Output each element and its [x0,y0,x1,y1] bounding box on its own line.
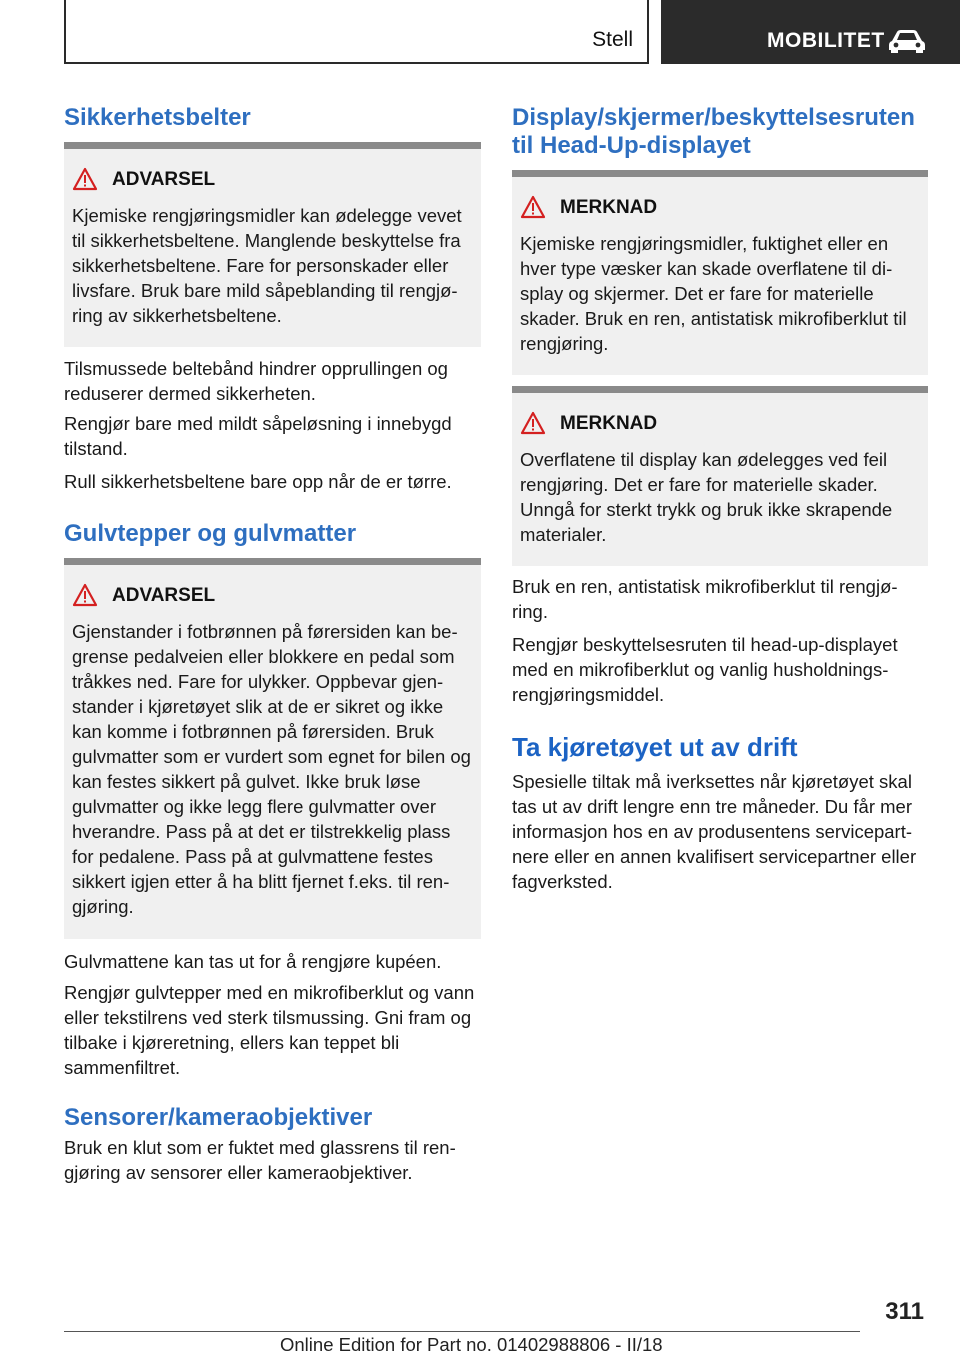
header-chapter-title: MOBILITET [767,29,885,52]
footer-edition: Online Edition for Part no. 01402988806 - II/18 [280,1334,663,1355]
notice-box-display-2 [512,386,928,566]
paragraph: Tilsmussede beltebånd hindrer opprullingen og reduserer dermed sikkerheten. [64,358,448,404]
section-title-display: Display/skjermer/beskyttelsesruten til Head-Up-displayet [512,104,915,159]
notice-text: Kjemiske rengjøringsmidler, fuktighet eller en hver type væsker kan skade overflatene til di‐splay og skjermer. Det er fare for materielle skader. Bruk en ren, antistatisk mikrofiberklut til rengjøring. [520,233,907,354]
warning-title: ADVARSEL [112,585,216,606]
warning-title: ADVARSEL [112,169,216,190]
warning-box-seatbelts [64,142,481,347]
warning-triangle-icon [520,195,546,219]
page-number: 311 [885,1298,924,1325]
warning-triangle-icon [72,167,98,191]
paragraph: Gulvmattene kan tas ut for å rengjøre kupéen. [64,951,442,972]
section-title-floor-mats: Gulvtepper og gulvmatter [64,520,357,547]
header-section-box [64,0,649,64]
paragraph: Rengjør beskyttelsesruten til head-up-displayet med en mikrofiberklut og vanlig husholdnings‐rengjøringsmiddel. [512,634,898,705]
warning-text: Gjenstander i fotbrønnen på førersiden kan be‐grense pedalveien eller blokkere en pedal som tråkkes ned. Fare for ulykker. Oppbevar gjen‐stander i kjøretøyet slik at de er sikret og ikke kan komme i fotbrønnen på førersiden. Bruk gulvmatter som er vurdert som egnet for bilen og kan festes sikkert på gulvet. Ikke bruk løse gulvmatter og ikke legg flere gulvmatter over hverandre. Pass på at det er tilstrekkelig plass for pedalene. Pass på at gulvmattene festes sikkert igjen etter å ha blitt fjernet f.eks. til ren‐gjøring. [72,621,471,917]
paragraph: Bruk en klut som er fuktet med glassrens til ren‐gjøring av sensorer eller kameraobjektiver. [64,1137,456,1183]
notice-text: Overflatene til display kan ødelegges ved feil rengjøring. Det er fare for materielle skader. Unngå for sterkt trykk og bruk ikke skrapende materialer. [520,449,893,545]
warning-box-floor-mats [64,558,481,939]
paragraph: Rengjør gulvtepper med en mikrofiberklut og vann eller tekstilrens ved sterk tilsmussing. Gni fram og tilbake i kjøreretning, ellers kan teppet bli sammenfiltret. [64,982,475,1078]
warning-text: Kjemiske rengjøringsmidler kan ødelegge vevet til sikkerhetsbeltene. Manglende beskyttelse fra sikkerhetsbeltene. Fare for personskader eller livsfare. Bruk bare mild såpeblanding til rengjø‐ring av sikkerhetsbeltene. [72,205,462,326]
notice-box-display-1 [512,170,928,375]
section-title-seatbelts: Sikkerhetsbelter [64,104,251,131]
notice-title: MERKNAD [560,197,658,218]
paragraph: Bruk en ren, antistatisk mikrofiberklut til rengjø‐ring. [512,576,898,622]
header-section-title: Stell [592,28,633,51]
paragraph: Rengjør bare med mildt såpeløsning i innebygd tilstand. [64,413,452,459]
warning-triangle-icon [72,583,98,607]
paragraph: Spesielle tiltak må iverksettes når kjøretøyet skal tas ut av drift lengre enn tre måneder. Du får mer informasjon hos en av produsentens servicepart‐nere eller en annen kvalifisert servicepartner eller fagverksted. [512,771,917,892]
warning-triangle-icon [520,411,546,435]
car-icon [887,28,927,54]
footer-divider [64,1331,860,1332]
notice-title: MERKNAD [560,413,658,434]
section-title-decommission: Ta kjøretøyet ut av drift [512,732,798,762]
header-chapter-tab [661,0,960,64]
paragraph: Rull sikkerhetsbeltene bare opp når de er tørre. [64,471,452,492]
section-title-sensors: Sensorer/kameraobjektiver [64,1104,373,1131]
